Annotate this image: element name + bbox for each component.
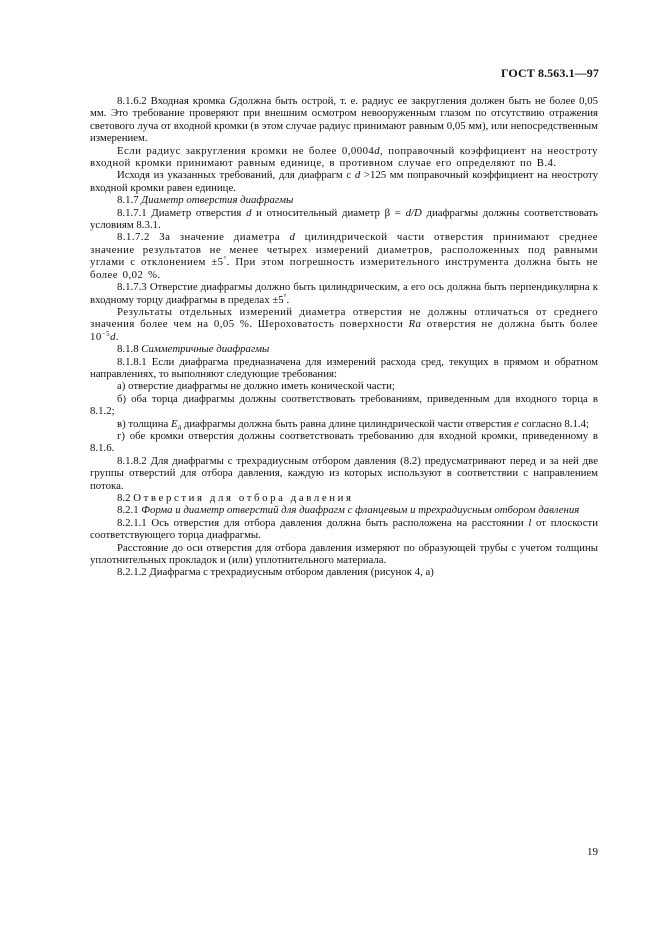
list-item-b: б) оба торца диафрагмы должны соответствовать требованиям, приведенным для входного торца в 8.1.2; — [90, 392, 598, 418]
list-item-a: а) отверстие диафрагмы не должно иметь конической части; — [117, 380, 395, 393]
page-number: 19 — [587, 846, 598, 858]
paragraph-8-1-8-2: 8.1.8.2 Для диафрагмы с трехрадиусным отбором давления (8.2) предусматривают перед и за ней две группы отверстий для отбора давления, каждую из которых используют в соответствии с направлением потока. — [90, 454, 599, 492]
document-code-header: ГОСТ 8.563.1—97 — [501, 66, 599, 80]
list-item-v: в) толщина $E_д$ диафрагмы должна быть равна длине цилиндрической части отверстия е согласно 8.1.4; — [117, 417, 590, 431]
heading-8-2: 8.2 Отверстия для отбора давления — [117, 492, 354, 504]
paragraph-edge-radius: Если радиус закругления кромки не более 0,0004d, поправочный коэффициент на неостроту входной кромки принимают равным единице, в противном случае его определяют по В.4. — [90, 144, 598, 170]
document-body — [90, 95, 598, 579]
paragraph-8-1-7-1: 8.1.7.1 Диаметр отверстия d и относительный диаметр β = d/D диафрагмы должны соответствовать условиям 8.3.1. — [90, 206, 598, 232]
paragraph-8-2-1-2: 8.2.1.2 Диафрагма с трехрадиусным отбором давления (рисунок 4, а) — [117, 566, 434, 579]
heading-8-1-8: 8.1.8 Симметричные диафрагмы — [117, 343, 270, 356]
paragraph-8-2-1-1: 8.2.1.1 Ось отверстия для отбора давления должна быть расположена на расстоянии l от плоскости соответствующего торца диафрагмы. — [90, 516, 599, 542]
heading-8-2-1: 8.2.1 Форма и диаметр отверстий для диафрагм с фланцевым и трехрадиусным отбором давления — [117, 504, 580, 517]
paragraph-large-diameter: Исходя из указанных требований, для диафрагм с d >125 мм поправочный коэффициент на неостроту входной кромки равен единице. — [90, 169, 598, 194]
paragraph-roughness: Результаты отдельных измерений диаметра отверстия не должны отличаться от среднего значения более чем на 0,05 %. Шероховатость поверхности Ra отверстия не должна быть более $10^{-5}d$. — [90, 305, 598, 343]
paragraph-8-1-6-2: 8.1.6.2 Входная кромка Gдолжна быть острой, т. е. радиус ее закругления должен быть не более 0,05 мм. Это требование проверяют при внешним осмотром невооруженным глазом по отсутствию отражения светового луча от входной кромки (в этом случае радиус принимают равным 0,05 мм), или непосредственным измерением. — [90, 95, 598, 145]
list-item-g: г) обе кромки отверстия должны соответствовать требованию для входной кромки, приведенному в 8.1.6. — [90, 429, 598, 455]
paragraph-8-1-7-2: 8.1.7.2 За значение диаметра d цилиндрической части отверстия принимают среднее значение результатов не менее четырех измерений диаметров, расположенных под равными углами с отклонением ±5°. При этом погрешность измерительного инструмента должна быть не более 0,02 %. — [90, 231, 599, 281]
paragraph-distance-measurement: Расстояние до оси отверстия для отбора давления измеряют по образующей трубы с учетом толщины уплотнительных прокладок и (или) уплотнительного материала. — [90, 541, 598, 567]
paragraph-8-1-7-3: 8.1.7.3 Отверстие диафрагмы должно быть цилиндрическим, а его ось должна быть перпендикулярна к входному торцу диафрагмы в пределах ±5°. — [90, 281, 598, 306]
paragraph-8-1-8-1: 8.1.8.1 Если диафрагма предназначена для измерений расхода сред, текущих в прямом и обратном направлениях, то выполняют следующие требования: — [90, 355, 598, 380]
heading-8-1-7: 8.1.7 Диаметр отверстия диафрагмы — [117, 194, 294, 207]
